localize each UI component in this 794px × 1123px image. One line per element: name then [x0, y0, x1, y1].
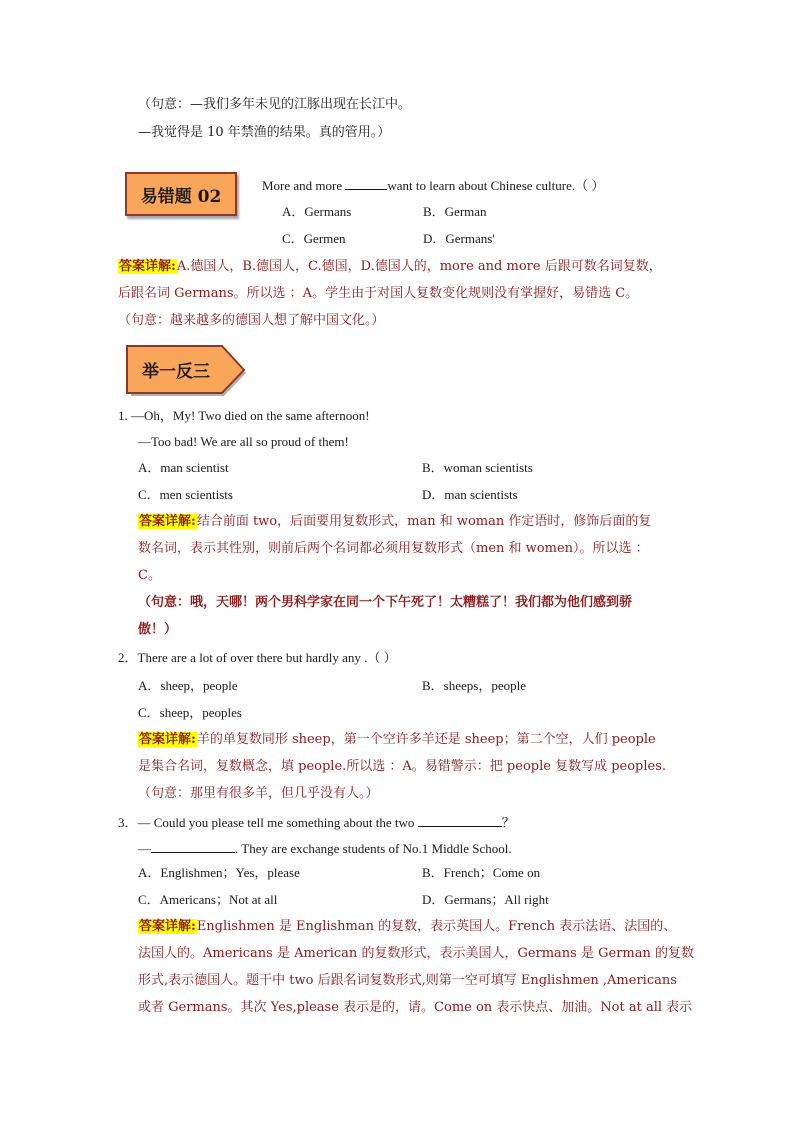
- q3-blank-2: [151, 839, 235, 853]
- q2-option-b: B．sheeps，people: [422, 678, 526, 693]
- top-meaning-line-2: —我觉得是 10 年禁渔的结果。真的管用。）: [138, 125, 391, 140]
- q1-answer-line-2: 数名词，表示其性别，则前后两个名词都必须用复数形式（men 和 women）。所以选 ：: [138, 541, 649, 556]
- q02-option-b: B．German: [423, 204, 487, 219]
- q3-option-b: B．French；Come on: [422, 865, 541, 880]
- q1-line-2: —Too bad! We are all so proud of them!: [138, 434, 349, 449]
- q2-answer-line-1: [138, 731, 656, 749]
- q1-option-a: A．man scientist: [138, 460, 229, 475]
- practice-section-text: 举一反三: [142, 361, 210, 382]
- q3-blank-1: [418, 813, 502, 827]
- error-prone-question-label: 易错题 02: [125, 172, 237, 216]
- q1-answer-text-1: 结合前面 two，后面要用复数形式，man 和 woman 作定语时，修饰后面的复: [196, 514, 652, 529]
- q3-answer-text-1: Englishmen 是 Englishman 的复数，表示英国人。French 表示法语、法国的、: [196, 919, 677, 934]
- q2-answer-text-1: 羊的单复数同形 sheep，第一个空许多羊还是 sheep；第二个空，人们 people: [196, 732, 656, 747]
- q3-stem-before: 3．— Could you please tell me something about the two: [118, 815, 418, 830]
- q2-answer-line-2: 是集合名词，复数概念，填 people.所以选 ：A。易错警示：把 people 复数写成 peoples.: [138, 759, 667, 774]
- q3-line-2-before: —: [138, 841, 151, 856]
- q02-stem-before: More and more: [262, 178, 346, 193]
- q3-answer-line-2: 法国人的。Americans 是 American 的复数形式，表示美国人，Germans 是 German 的复数: [138, 946, 694, 961]
- q3-option-a: A．Englishmen；Yes，please: [138, 865, 300, 880]
- q3-stem: [118, 813, 515, 832]
- answer-tag: 答案详解:: [119, 259, 176, 274]
- q3-answer-line-4: 或者 Germans。其次 Yes,please 表示是的，请。Come on 表示快点、加油。Not at all 表示: [138, 1000, 693, 1015]
- q02-answer-line-1: [118, 258, 662, 276]
- q02-stem-after: want to learn about Chinese culture.（ ）: [387, 178, 605, 193]
- q02-answer-line-3: （句意：越来越多的德国人想了解中国文化。）: [118, 313, 385, 328]
- q3-line-2-after: . They are exchange students of No.1 Middle School.: [235, 841, 512, 856]
- q02-stem: [262, 176, 604, 195]
- q1-option-b: B．woman scientists: [422, 460, 533, 475]
- q3-answer-line-1: [138, 918, 676, 936]
- q2-option-c: C．sheep，peoples: [138, 705, 242, 720]
- q02-answer-line-2: 后跟名词 Germans。所以选 ：A。学生由于对国人复数变化规则没有掌握好，易错选 C。: [118, 286, 639, 301]
- q02-option-a: A．Germans: [282, 204, 352, 219]
- q2-option-a: A．sheep，people: [138, 678, 238, 693]
- q3-option-d: D．Germans；All right: [422, 892, 549, 907]
- top-meaning-line-1: （句意：—我们多年未见的江豚出现在长江中。: [138, 97, 412, 112]
- q1-meaning-line-2: 傲！）: [138, 622, 178, 637]
- q3-answer-line-3: 形式,表示德国人。题干中 two 后跟名词复数形式,则第一空可填写 Englishmen ,Americans: [138, 973, 677, 988]
- q1-meaning-line-1: （句意：哦，天哪！两个男科学家在同一个下午死了！太糟糕了！我们都为他们感到骄: [138, 595, 633, 610]
- q1-option-c: C．men scientists: [138, 487, 233, 502]
- q02-answer-text-1: A.德国人，B.德国人，C.德国，D.德国人的，more and more 后跟可数名词复数，: [176, 259, 662, 274]
- practice-section-label: [126, 345, 246, 395]
- q02-option-d: D．Germans': [423, 231, 495, 246]
- answer-tag: 答案详解:: [139, 919, 196, 934]
- answer-tag: 答案详解:: [139, 514, 196, 529]
- q02-blank: [345, 176, 387, 190]
- q3-stem-after: ？: [501, 815, 515, 830]
- q1-answer-line-1: [138, 513, 651, 531]
- q02-option-c: C．Germen: [282, 231, 346, 246]
- q1-option-d: D．man scientists: [422, 487, 518, 502]
- answer-tag: 答案详解:: [139, 732, 196, 747]
- q2-stem: 2．There are a lot of over there but hardly any .（ ）: [118, 650, 397, 665]
- q1-answer-line-3: C。: [138, 568, 161, 583]
- q1-line-1: 1. —Oh，My! Two died on the same afternoon!: [118, 408, 370, 423]
- q2-answer-line-3: （句意：那里有很多羊，但几乎没有人。）: [138, 786, 379, 801]
- q3-option-c: C．Americans；Not at all: [138, 892, 278, 907]
- q3-line-2: [138, 839, 512, 858]
